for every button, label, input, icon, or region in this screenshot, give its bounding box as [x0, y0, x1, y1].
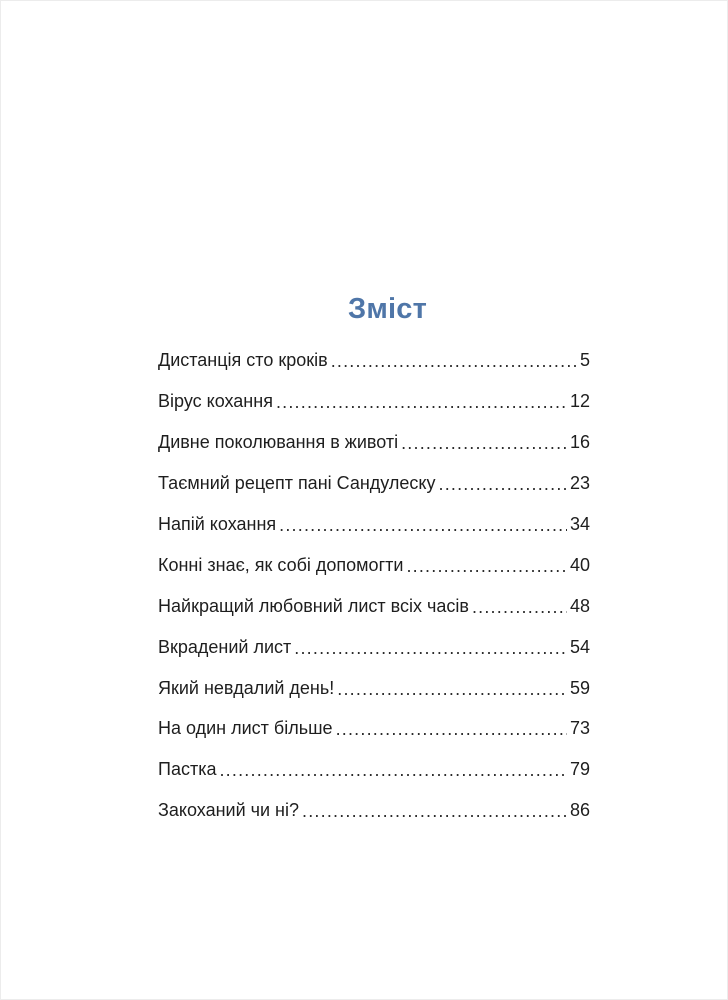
toc-entry: [158, 340, 590, 381]
toc-entry-title: Пастка: [158, 759, 217, 780]
dot-leader: [472, 597, 567, 617]
toc-entry-title: Вірус кохання: [158, 391, 273, 412]
toc-entry: [158, 708, 590, 749]
toc-page-number: 12: [569, 391, 590, 412]
toc-page-number: 23: [569, 473, 590, 494]
toc-entry: [158, 381, 590, 422]
toc-page-number: 73: [569, 718, 590, 739]
toc-page-number: 86: [569, 800, 590, 821]
toc-entry: [158, 585, 590, 626]
toc-page-number: 79: [569, 759, 590, 780]
toc-entry: [158, 626, 590, 667]
toc-entry-title: Таємний рецепт пані Сандулеску: [158, 473, 436, 494]
toc-entry: [158, 504, 590, 545]
toc-page-number: 5: [579, 350, 590, 371]
toc-entry-title: Дистанція сто кроків: [158, 350, 328, 371]
toc-entry-title: На один лист більше: [158, 718, 333, 739]
toc-entry-title: Який невдалий день!: [158, 677, 335, 698]
toc-entry: [158, 749, 590, 790]
dot-leader: [294, 638, 567, 658]
dot-leader: [439, 474, 567, 494]
toc-page-number: 16: [569, 432, 590, 453]
toc-entry-title: Конні знає, як собі допомогти: [158, 554, 404, 575]
dot-leader: [219, 760, 566, 780]
dot-leader: [401, 433, 567, 453]
toc-entry: [158, 463, 590, 504]
toc-entry-title: Закоханий чи ні?: [158, 800, 300, 821]
toc-entry-title: Дивне поколювання в животі: [158, 432, 399, 453]
toc-entry-title: Найкращий любовний лист всіх часів: [158, 595, 469, 616]
toc-entry: [158, 667, 590, 708]
dot-leader: [331, 351, 577, 371]
toc-page-number: 34: [569, 514, 590, 534]
dot-leader: [302, 801, 567, 821]
toc-entry: [158, 790, 590, 831]
toc-page-number: 40: [569, 554, 590, 575]
toc-page-number: 54: [569, 636, 590, 657]
dot-leader: [336, 719, 567, 739]
dot-leader: [406, 556, 567, 576]
page-title: Зміст: [347, 293, 427, 326]
toc-entry-title: Напій кохання: [158, 514, 277, 534]
table-of-contents: [158, 340, 590, 831]
dot-leader: [276, 392, 567, 412]
toc-entry: [158, 544, 590, 585]
toc-page-number: 59: [569, 677, 590, 698]
dot-leader: [337, 679, 567, 699]
toc-page-number: 48: [569, 595, 590, 616]
toc-entry-title: Вкрадений лист: [158, 636, 292, 657]
dot-leader: [279, 515, 567, 535]
toc-entry: [158, 422, 590, 463]
